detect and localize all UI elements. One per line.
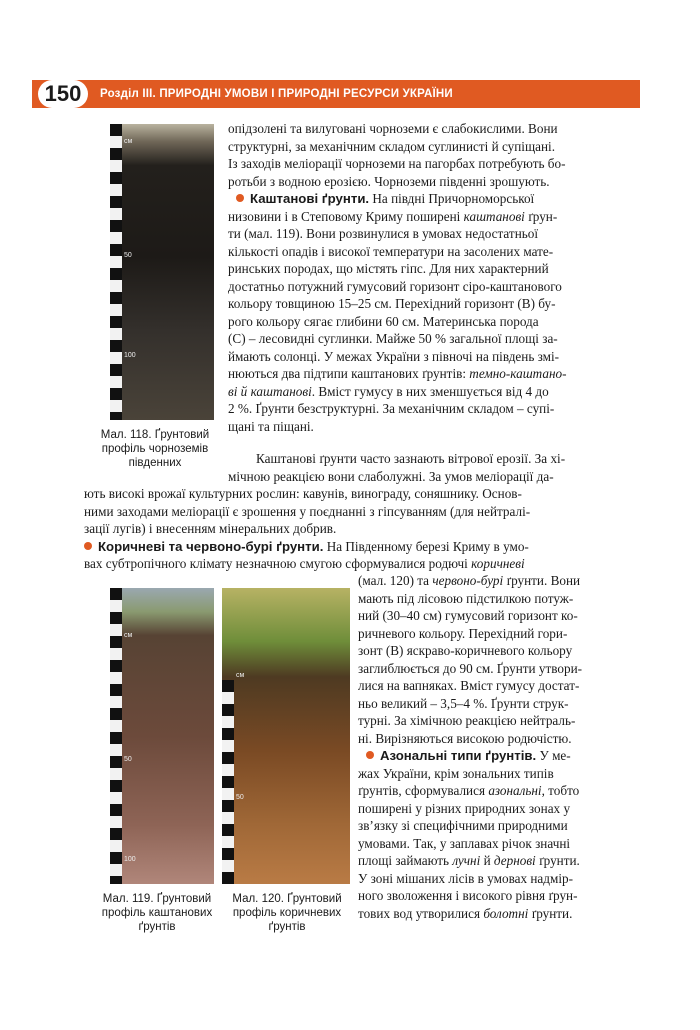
- bullet-icon: [236, 194, 244, 202]
- bullet-icon: [84, 542, 92, 550]
- section-chestnut-soils: Каштанові ґрунти. На півдні Причорноморської: [228, 190, 640, 208]
- scale-unit: см: [236, 672, 245, 679]
- figure-120-photo: [222, 588, 350, 884]
- scale-unit: см: [124, 632, 133, 639]
- chapter-title: Розділ III. ПРИРОДНІ УМОВИ І ПРИРОДНІ РЕСУРСИ УКРАЇНИ: [100, 88, 453, 100]
- page-number: 150: [38, 80, 88, 108]
- scale-unit: см: [124, 138, 133, 145]
- section-azonal-soils: Азональні типи ґрунтів. У ме-: [358, 747, 640, 765]
- scale-100: 100: [124, 856, 136, 863]
- heading-chestnut-soils: Каштанові ґрунти.: [250, 191, 370, 206]
- heading-azonal-soils: Азональні типи ґрунтів.: [380, 748, 537, 763]
- heading-brown-soils: Коричневі та червоно-бурі ґрунти.: [98, 538, 324, 554]
- scale-50: 50: [124, 252, 132, 259]
- figure-118-caption: Мал. 118. Ґрунтовий профіль чорноземів південних: [100, 429, 210, 469]
- text-full-width: Каштанові ґрунти часто зазнають вітрової ерозії. За хі- мічною реакцією вони слаболужні. За умов меліорації да- ють високі врожаї культурних рослин: кавунів, винограду, соняшнику. Основ- ними заходами меліорації є зрошення у поєднанні з гіпсуванням (для нейтралі- зації лугів) і внесенням мінеральних добрив. Коричневі та червоно-бурі ґрунти. На Південному березі Криму в умо- вах субтропічного клімату незначною смугою сформувалися родючі коричневі: [84, 450, 640, 573]
- text-column-1: опідзолені та вилуговані чорноземи є слабокислими. Вони структурні, за механічним складом суглинисті й супіщані. Із заходів меліорації чорноземи на пагорбах потребують бо- ротьби з водною ерозією. Чорноземи південні зрошують. Каштанові ґрунти. На півдні Причорноморської низовини і в Степовому Криму поширені каштанові ґрун- ти (мал. 119). Вони розвинулися в умовах недостатньої кількості опадів і високої температури на засолених мате- ринських породах, що містять гіпс. Для них характерний достатньо потужний гумусовий горизонт сіро-каштанового кольору товщиною 15–25 см. Перехідний горизонт (В) бу- рого кольору сягає глибини 60 см. Материнська порода (С) – лесовидні суглинки. Майже 50 % загальної площі за- ймають солонці. У межах України з півночі на південь змі- нюються два підтипи каштанових ґрунтів: темно-каштано- ві й каштанові. Вміст гумусу в них зменшується від 4 до 2 %. Ґрунти безструктурні. За механічним складом – супі- щані та піщані.: [228, 120, 640, 435]
- text-column-2: (мал. 120) та червоно-бурі ґрунти. Вони мають під лісовою підстилкою потуж- ний (30–40 см) гумусовий горизонт ко- ричневого кольору. Перехідний гори- зонт (В) яскраво-коричневого кольору заглиблюється до 90 см. Ґрунти утвори- лися на вапняках. Вміст гумусу достат- ньо великий – 3,5–4 %. Ґрунти струк- турні. За хімічною реакцією нейтраль- ні. Вирізняються високою родючістю. Азональні типи ґрунтів. У ме- жах України, крім зональних типів ґрунтів, сформувалися азональні, тобто поширені у різних природних зонах у зв’язку зі специфічними природними умовами. Так, у заплавах річок значні площі займають лучні й дернові ґрунти. У зоні мішаних лісів в умовах надмір- ного зволоження і високого рівня ґрун- тових вод утворилися болотні ґрунти.: [358, 572, 640, 922]
- bullet-icon: [366, 751, 374, 759]
- scale-100: 100: [124, 352, 136, 359]
- depth-scale: [110, 124, 122, 420]
- figure-120-caption: Мал. 120. Ґрунтовий профіль коричневих ґрунтів: [232, 893, 342, 933]
- scale-50: 50: [236, 794, 244, 801]
- figure-118-photo: [110, 124, 214, 420]
- section-brown-soils: Коричневі та червоно-бурі ґрунти. На Південному березі Криму в умо-: [84, 538, 640, 556]
- scale-50: 50: [124, 756, 132, 763]
- depth-scale: [110, 588, 122, 884]
- figure-119-photo: [110, 588, 214, 884]
- depth-scale: [222, 680, 234, 884]
- figure-119-caption: Мал. 119. Ґрунтовий профіль каштанових ґрунтів: [101, 893, 213, 933]
